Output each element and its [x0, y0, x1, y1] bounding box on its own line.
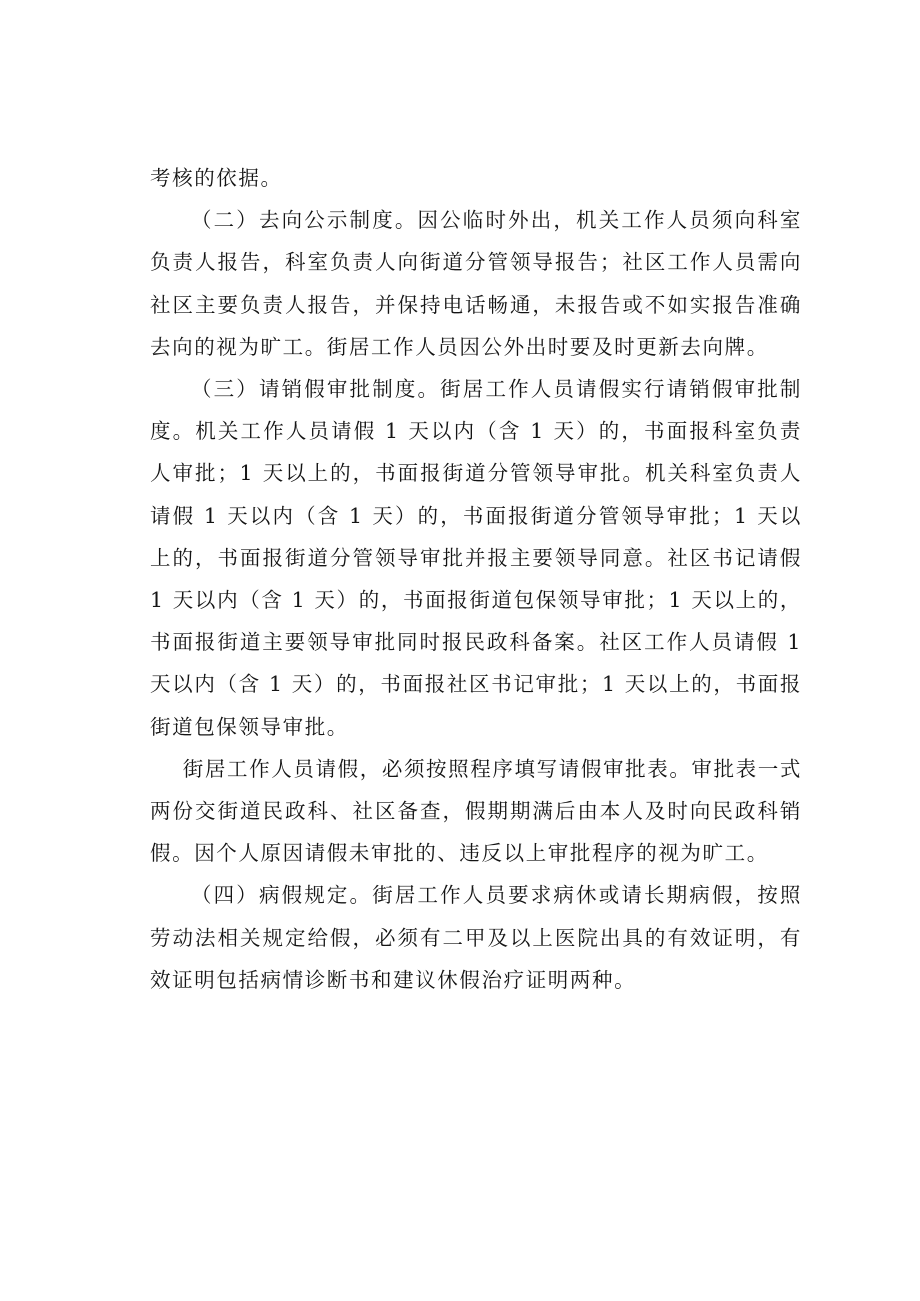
- paragraph-sick-leave: （四）病假规定。街居工作人员要求病休或请长期病假，按照劳动法相关规定给假，必须有二甲及以上医院出具的有效证明，有效证明包括病情诊断书和建议休假治疗证明两种。: [150, 883, 802, 992]
- paragraph-destination-disclosure: （二）去向公示制度。因公临时外出，机关工作人员须向科室负责人报告，科室负责人向街道分管领导报告；社区工作人员需向社区主要负责人报告，并保持电话畅通，未报告或不如实报告准确去向的视为旷工。街居工作人员因公外出时要及时更新去向牌。: [150, 208, 802, 359]
- paragraph-continuation: 考核的依据。: [150, 166, 283, 190]
- paragraph-leave-procedure: 街居工作人员请假，必须按照程序填写请假审批表。审批表一式两份交街道民政科、社区备查，假期期满后由本人及时向民政科销假。因个人原因请假未审批的、违反以上审批程序的视为旷工。: [150, 756, 802, 866]
- paragraph-leave-approval: （三）请销假审批制度。街居工作人员请假实行请销假审批制度。机关工作人员请假 1 天以内（含 1 天）的，书面报科室负责人审批；1 天以上的，书面报街道分管领导审批。机关科室负责人请假 1 天以内（含 1 天）的，书面报街道分管领导审批；1 天以上的，书面报街道分管领导审批并报主要领导同意。社区书记请假 1 天以内（含 1 天）的，书面报街道包保领导审批；1 天以上的，书面报街道主要领导审批同时报民政科备案。社区工作人员请假 1 天以内（含 1 天）的，书面报社区书记审批；1 天以上的，书面报街道包保领导审批。: [150, 377, 802, 739]
- document-body: [150, 157, 802, 1001]
